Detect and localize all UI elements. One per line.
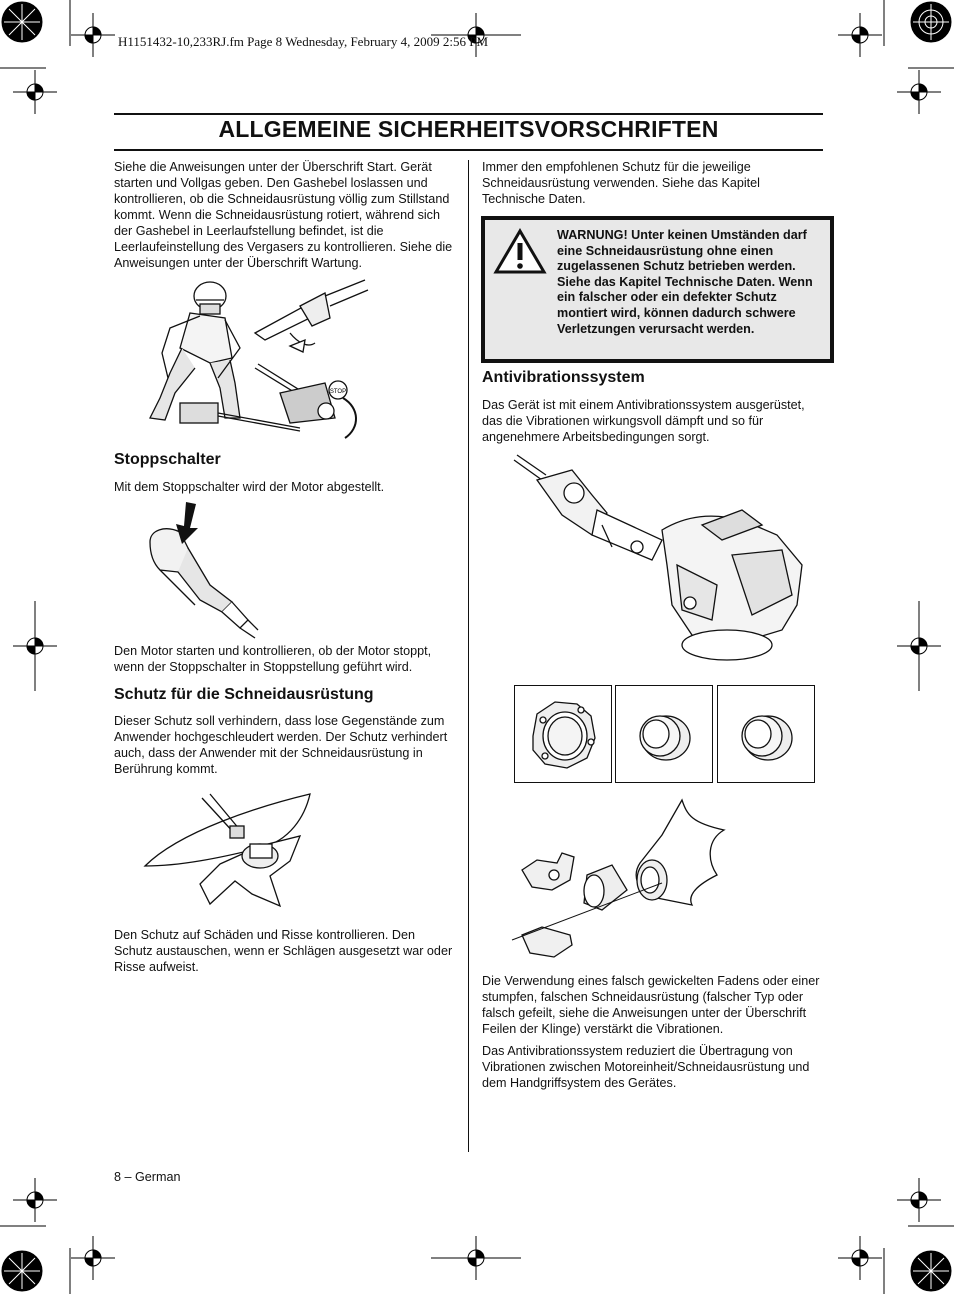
schutz-heading: Schutz für die Schneidausrüstung xyxy=(114,686,374,703)
schutz-check-text: Den Schutz auf Schäden und Risse kontrollieren. Den Schutz austauschen, wenn er Schlägen ausgesetzt war oder Risse aufweist. xyxy=(114,928,453,974)
antivib-paragraph-2: Die Verwendung eines falsch gewickelten Fadens oder einer stumpfen, falschen Schneidausrüstung (falscher Typ oder falsch gefeilt, siehe die Anweisungen unter der Überschrift Feilen der Klinge) verstärkt die Vibrationen. xyxy=(482,974,820,1036)
damper-ring-icon xyxy=(515,686,611,782)
idle-check-figure xyxy=(140,278,370,438)
engine-figure xyxy=(512,455,812,670)
warning-triangle-icon xyxy=(493,228,547,276)
warning-text: WARNUNG! Unter keinen Umständen darf eine Schneidausrüstung ohne einen zugelassenen Schutz betrieben werden. Siehe das Kapitel Technische Daten. Wenn ein falscher oder ein defekter Schutz montiert wird, können dadurch schwere Verletzungen verursacht werden. xyxy=(557,228,813,336)
damper-part-box-1 xyxy=(514,685,612,783)
warning-box xyxy=(481,216,834,363)
file-header: H1151432-10,233RJ.fm Page 8 Wednesday, February 4, 2009 2:56 PM xyxy=(118,34,489,49)
damper-part-box-2 xyxy=(615,685,713,783)
title-rule-bottom xyxy=(114,149,823,151)
schutz-text: Dieser Schutz soll verhindern, dass lose Gegenstände zum Anwender hochgeschleudert werden. Der Schutz verhindert auch, dass der Anwender mit der Schneidausrüstung in Berührung kommt. xyxy=(114,714,448,776)
damper-part-box-3 xyxy=(717,685,815,783)
rubber-damper-icon xyxy=(616,686,712,782)
title-rule-top xyxy=(114,113,823,115)
antivib-paragraph-3: Das Antivibrationssystem reduziert die Übertragung von Vibrationen zwischen Motoreinheit/Schneidausrüstung und dem Handgriffsystem des Gerätes. xyxy=(482,1044,810,1090)
guard-figure xyxy=(140,786,340,916)
page-footer: 8 – German xyxy=(114,1170,181,1184)
stoppschalter-check-text: Den Motor starten und kontrollieren, ob der Motor stoppt, wenn der Stoppschalter in Stoppstellung geführt wird. xyxy=(114,644,432,674)
column-divider xyxy=(468,160,469,1152)
left-intro-text: Siehe die Anweisungen unter der Überschrift Start. Gerät starten und Vollgas geben. Den Gashebel loslassen und kontrollieren, ob die Schneidausrüstung völlig zum Stillstand kommt. Wenn die Schneidausrüstung rotiert, während sich der Gashebel in Leerlaufstellung befindet, ist die Leerlaufeinstellung des Vergasers zu kontrollieren. Siehe die Anweisungen unter der Überschrift Wartung. xyxy=(114,160,453,270)
stop-switch-figure xyxy=(140,500,260,640)
stoppschalter-heading: Stoppschalter xyxy=(114,451,221,468)
stoppschalter-text: Mit dem Stoppschalter wird der Motor abgestellt. xyxy=(114,480,385,494)
rubber-damper-icon-2 xyxy=(718,686,814,782)
page-title: ALLGEMEINE SICHERHEITSVORSCHRIFTEN xyxy=(218,116,719,142)
antivib-heading: Antivibrationssystem xyxy=(482,369,645,386)
stop-sign-label: STOP xyxy=(329,389,347,395)
antivib-text: Das Gerät ist mit einem Antivibrationssystem ausgerüstet, das die Vibrationen wirkungsvoll dämpft und so für angenehmere Arbeitsbedingungen sorgt. xyxy=(482,398,805,444)
right-intro-text: Immer den empfohlenen Schutz für die jeweilige Schneidausrüstung verwenden. Siehe das Kapitel Technische Daten. xyxy=(482,160,760,206)
exploded-view-figure xyxy=(512,795,742,973)
